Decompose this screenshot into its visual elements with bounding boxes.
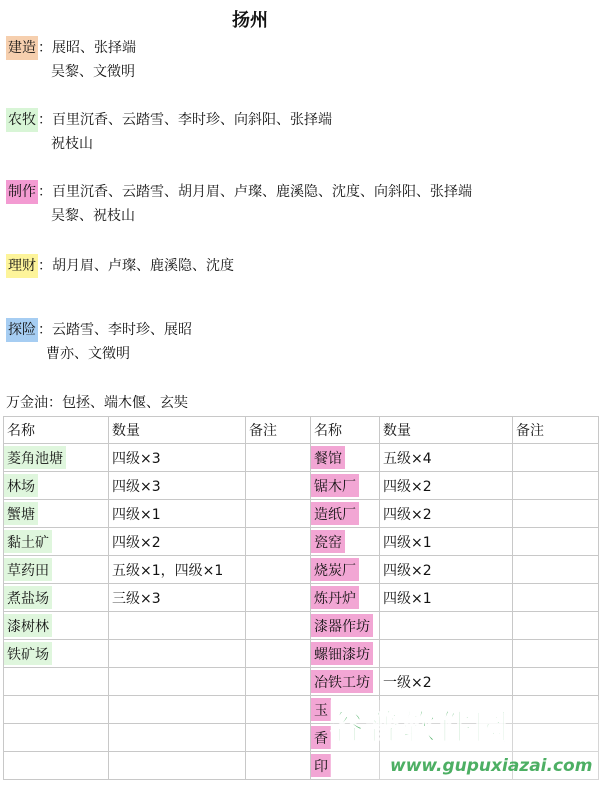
building-name-cell: [311, 444, 380, 472]
building-qty: 四级×1: [112, 506, 161, 523]
col-header-name: 名称: [311, 417, 380, 444]
building-name: 漆树林: [4, 614, 52, 637]
table-row: [4, 612, 599, 640]
building-name-cell: [311, 640, 380, 668]
role-names: 胡月眉、卢璨、鹿溪隐、沈度: [52, 258, 234, 274]
building-name-cell: [4, 696, 109, 724]
building-qty: 四级×2: [383, 506, 432, 523]
building-name: 黏土矿: [4, 530, 52, 553]
building-name: 玉: [311, 698, 331, 721]
building-qty-cell: [380, 472, 513, 500]
role-tag: 探险: [6, 318, 38, 342]
all-rounder-label: 万金油：: [6, 395, 62, 411]
table-row: [4, 556, 599, 584]
building-note-cell: [246, 752, 311, 780]
building-name-cell: [4, 584, 109, 612]
role-list: [6, 36, 596, 366]
building-qty-cell: [380, 556, 513, 584]
building-name: 炼丹炉: [311, 586, 359, 609]
watermark-logo: 谷普软件园: [330, 708, 510, 748]
table-row: [4, 668, 599, 696]
building-name-cell: [311, 500, 380, 528]
building-name-cell: [311, 472, 380, 500]
building-name: 锯木厂: [311, 474, 359, 497]
table-row: [4, 584, 599, 612]
building-note-cell: [246, 500, 311, 528]
table-row: [4, 696, 599, 724]
building-name-cell: [311, 724, 380, 752]
building-qty: 四级×2: [383, 562, 432, 579]
building-name: 印: [311, 754, 331, 777]
role-crafting: [6, 180, 596, 228]
building-qty-cell: [380, 724, 513, 752]
role-tag: 制作: [6, 180, 38, 204]
building-name-cell: [311, 696, 380, 724]
building-name: 漆器作坊: [311, 614, 373, 637]
building-qty-cell: [109, 724, 246, 752]
building-note-cell: [513, 528, 599, 556]
col-header-name: 名称: [4, 417, 109, 444]
building-qty: 四级×3: [112, 478, 161, 495]
building-note-cell: [513, 640, 599, 668]
all-rounder-line: [6, 392, 188, 414]
col-header-qty: 数量: [380, 417, 513, 444]
table-row: [4, 528, 599, 556]
role-names: 百里沉香、云踏雪、胡月眉、卢璨、鹿溪隐、沈度、向斜阳、张择端: [52, 184, 472, 200]
colon: ：: [38, 184, 52, 200]
building-note-cell: [513, 668, 599, 696]
building-name: 螺钿漆坊: [311, 642, 373, 665]
all-rounder-names: 包拯、端木偃、玄奘: [62, 395, 188, 411]
building-qty: 四级×3: [112, 450, 161, 467]
table-row: [4, 640, 599, 668]
building-note-cell: [246, 696, 311, 724]
building-qty: 一级×2: [383, 674, 432, 691]
building-qty-cell: [380, 612, 513, 640]
role-tag: 理财: [6, 254, 38, 278]
building-name: 林场: [4, 474, 38, 497]
building-note-cell: [513, 556, 599, 584]
colon: ：: [38, 112, 52, 128]
building-name-cell: [311, 584, 380, 612]
watermark-url: www.gupuxiazai.com: [390, 756, 593, 776]
table-header-row: [4, 417, 599, 444]
building-note-cell: [246, 612, 311, 640]
building-name-cell: [4, 528, 109, 556]
building-name: 香: [311, 726, 331, 749]
building-name-cell: [311, 668, 380, 696]
building-qty: 三级×3: [112, 590, 161, 607]
page-title: 扬州: [232, 10, 268, 31]
building-qty-cell: [109, 444, 246, 472]
col-header-note: 备注: [513, 417, 599, 444]
building-note-cell: [513, 612, 599, 640]
building-note-cell: [513, 500, 599, 528]
building-name: 烧炭厂: [311, 558, 359, 581]
building-name-cell: [311, 612, 380, 640]
building-qty: 四级×2: [383, 478, 432, 495]
role-names-cont: 吴黎、文徵明: [51, 64, 135, 80]
colon: ：: [38, 322, 52, 338]
building-qty-cell: [380, 444, 513, 472]
role-exploration: [6, 318, 596, 366]
building-name: 铁矿场: [4, 642, 52, 665]
role-tag: 农牧: [6, 108, 38, 132]
building-note-cell: [246, 584, 311, 612]
building-qty: 四级×1: [383, 534, 432, 551]
building-note-cell: [513, 584, 599, 612]
building-note-cell: [513, 724, 599, 752]
role-names-cont: 曹亦、文徵明: [46, 346, 130, 362]
building-note-cell: [246, 528, 311, 556]
building-qty-cell: [380, 696, 513, 724]
building-note-cell: [246, 444, 311, 472]
role-construction: [6, 36, 596, 84]
building-qty-cell: [109, 500, 246, 528]
building-name-cell: [311, 528, 380, 556]
table-row: [4, 472, 599, 500]
building-qty-cell: [380, 752, 513, 780]
role-finance: [6, 254, 596, 278]
building-qty-cell: [109, 752, 246, 780]
building-name-cell: [4, 556, 109, 584]
building-name: 蟹塘: [4, 502, 38, 525]
role-names: 云踏雪、李时珍、展昭: [52, 322, 192, 338]
colon: ：: [38, 40, 52, 56]
role-farming: [6, 108, 596, 156]
building-qty-cell: [109, 472, 246, 500]
building-name-cell: [4, 724, 109, 752]
building-qty: 四级×1: [383, 590, 432, 607]
building-name: 草药田: [4, 558, 52, 581]
building-qty: 五级×1，四级×1: [112, 562, 224, 579]
building-name: 冶铁工坊: [311, 670, 373, 693]
building-note-cell: [513, 696, 599, 724]
building-note-cell: [513, 444, 599, 472]
building-name-cell: [4, 472, 109, 500]
building-qty: 五级×4: [383, 450, 432, 467]
role-tag: 建造: [6, 36, 38, 60]
role-names-cont: 吴黎、祝枝山: [51, 208, 135, 224]
building-qty-cell: [380, 668, 513, 696]
role-names: 百里沉香、云踏雪、李时珍、向斜阳、张择端: [52, 112, 332, 128]
building-name: 餐馆: [311, 446, 345, 469]
building-note-cell: [513, 752, 599, 780]
building-qty: 四级×2: [112, 534, 161, 551]
building-note-cell: [246, 724, 311, 752]
col-header-note: 备注: [246, 417, 311, 444]
table-row: [4, 752, 599, 780]
building-name: 煮盐场: [4, 586, 52, 609]
building-note-cell: [246, 640, 311, 668]
building-qty-cell: [109, 528, 246, 556]
building-note-cell: [246, 556, 311, 584]
building-name-cell: [4, 668, 109, 696]
building-qty-cell: [380, 528, 513, 556]
col-header-qty: 数量: [109, 417, 246, 444]
building-qty-cell: [109, 668, 246, 696]
building-qty-cell: [380, 640, 513, 668]
building-qty-cell: [380, 500, 513, 528]
role-names: 展昭、张择端: [52, 40, 136, 56]
building-name-cell: [4, 612, 109, 640]
table-row: [4, 500, 599, 528]
building-qty-cell: [109, 696, 246, 724]
building-note-cell: [246, 472, 311, 500]
building-name: 造纸厂: [311, 502, 359, 525]
building-qty-cell: [109, 556, 246, 584]
building-name-cell: [4, 640, 109, 668]
building-name-cell: [311, 556, 380, 584]
table-row: [4, 444, 599, 472]
building-qty-cell: [109, 612, 246, 640]
building-note-cell: [246, 668, 311, 696]
building-name: 瓷窑: [311, 530, 345, 553]
building-name-cell: [4, 444, 109, 472]
building-name-cell: [4, 752, 109, 780]
colon: ：: [38, 258, 52, 274]
building-name: 菱角池塘: [4, 446, 66, 469]
role-names-cont: 祝枝山: [51, 136, 93, 152]
building-table: [3, 416, 599, 780]
building-qty-cell: [380, 584, 513, 612]
building-note-cell: [513, 472, 599, 500]
building-qty-cell: [109, 584, 246, 612]
building-name-cell: [311, 752, 380, 780]
building-qty-cell: [109, 640, 246, 668]
building-name-cell: [4, 500, 109, 528]
table-row: [4, 724, 599, 752]
